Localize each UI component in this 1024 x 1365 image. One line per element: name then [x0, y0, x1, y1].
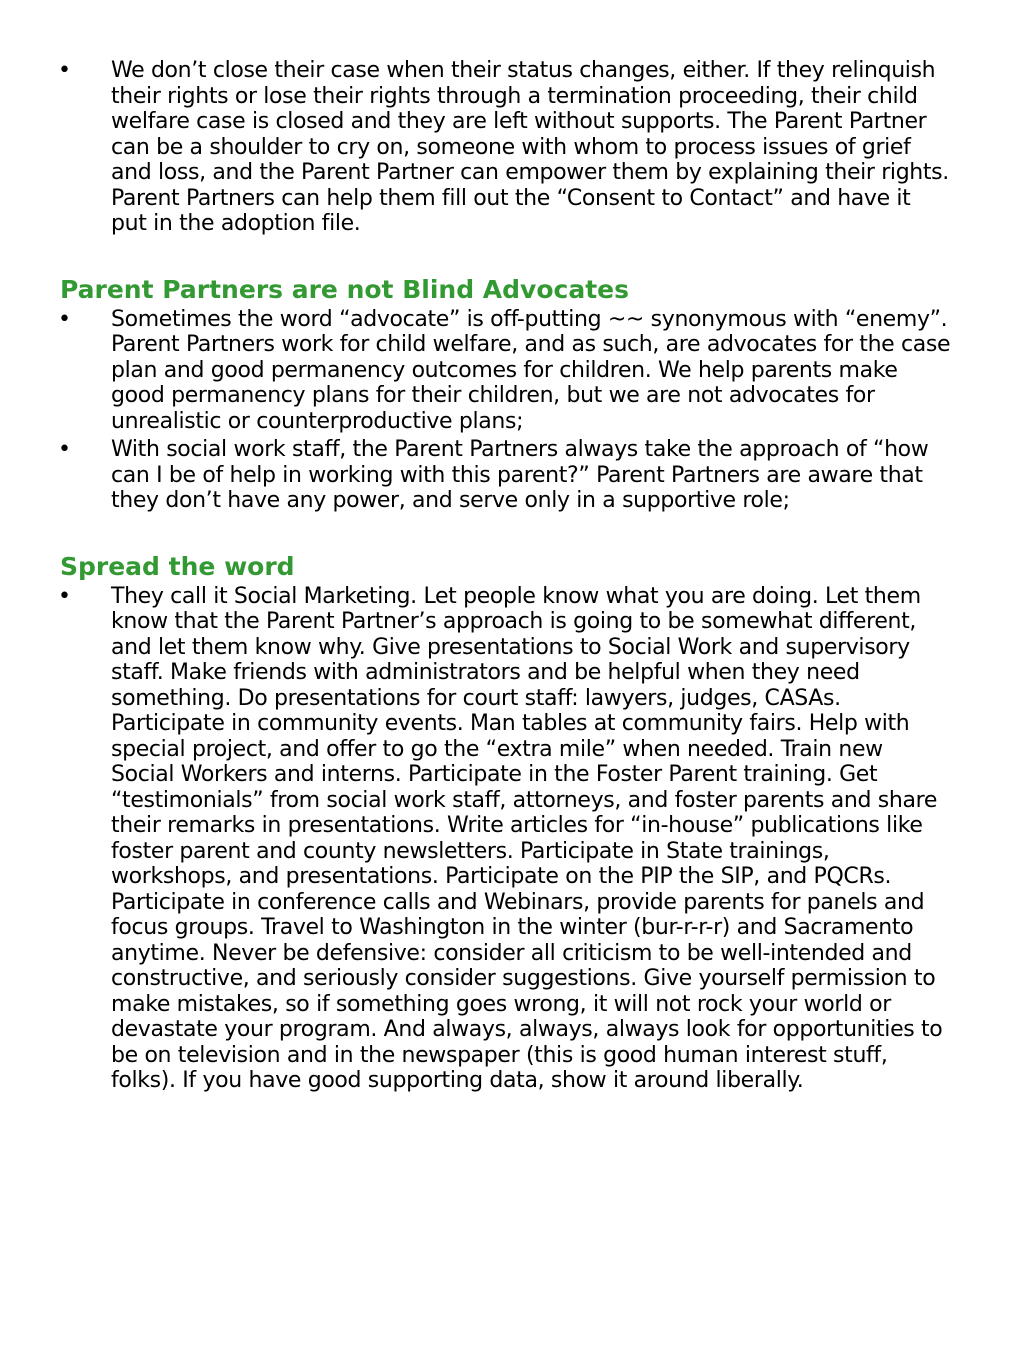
- bullet-text: With social work staff, the Parent Partners always take the approach of “how can I be of help in working with this parent?” Parent Partners are aware that they don’t have any power, and serve only in a supportive role;: [111, 437, 929, 513]
- bullet-text: We don’t close their case when their status changes, either. If they relinquish their rights or lose their rights through a termination proceeding, their child welfare case is closed and they are left without supports. The Parent Partner can be a shoulder to cry on, someone with whom to process issues of grief and loss, and the Parent Partner can empower them by explaining their rights. Parent Partners can help them fill out the “Consent to Contact” and have it put in the adoption file.: [111, 58, 949, 236]
- list-item: [58, 584, 952, 1094]
- section-intro: [58, 58, 952, 237]
- section-heading: Spread the word: [60, 551, 295, 581]
- bullet-icon: •: [58, 437, 71, 462]
- bullet-list: [58, 584, 952, 1094]
- bullet-list: [58, 307, 952, 514]
- bullet-icon: •: [58, 58, 71, 83]
- section-spread-the-word: [58, 552, 952, 1094]
- bullet-text: They call it Social Marketing. Let people know what you are doing. Let them know that the Parent Partner’s approach is going to be somewhat different, and let them know why. Give presentations to Social Work and supervisory staff. Make friends with administrators and be helpful when they need something. Do presentations for court staff: lawyers, judges, CASAs. Participate in community events. Man tables at community fairs. Help with special project, and offer to go the “extra mile” when needed. Train new Social Workers and interns. Participate in the Foster Parent training. Get “testimonials” from social work staff, attorneys, and foster parents and share their remarks in presentations. Write articles for “in-house” publications like foster parent and county newsletters. Participate in State trainings, workshops, and presentations. Participate on the PIP the SIP, and PQCRs. Participate in conference calls and Webinars, provide parents for panels and focus groups. Travel to Washington in the winter (bur-r-r-r) and Sacramento anytime. Never be defensive: consider all criticism to be well-intended and constructive, and seriously consider suggestions. Give yourself permission to make mistakes, so if something goes wrong, it will not rock your world or devastate your program. And always, always, always look for opportunities to be on television and in the newspaper (this is good human interest stuff, folks). If you have good supporting data, show it around liberally.: [111, 583, 943, 1093]
- section-heading: Parent Partners are not Blind Advocates: [60, 274, 629, 304]
- bullet-list: [58, 58, 952, 237]
- list-item: [58, 307, 952, 435]
- bullet-text: Sometimes the word “advocate” is off-putting ~~ synonymous with “enemy”. Parent Partners work for child welfare, and as such, are advocates for the case plan and good permanency outcomes for children. We help parents make good permanency plans for their children, but we are not advocates for unrealistic or counterproductive plans;: [111, 306, 951, 434]
- bullet-icon: •: [58, 306, 71, 332]
- bullet-icon: •: [58, 583, 71, 609]
- list-item: [58, 437, 952, 514]
- section-blind-advocates: [58, 275, 952, 514]
- list-item: [58, 58, 952, 237]
